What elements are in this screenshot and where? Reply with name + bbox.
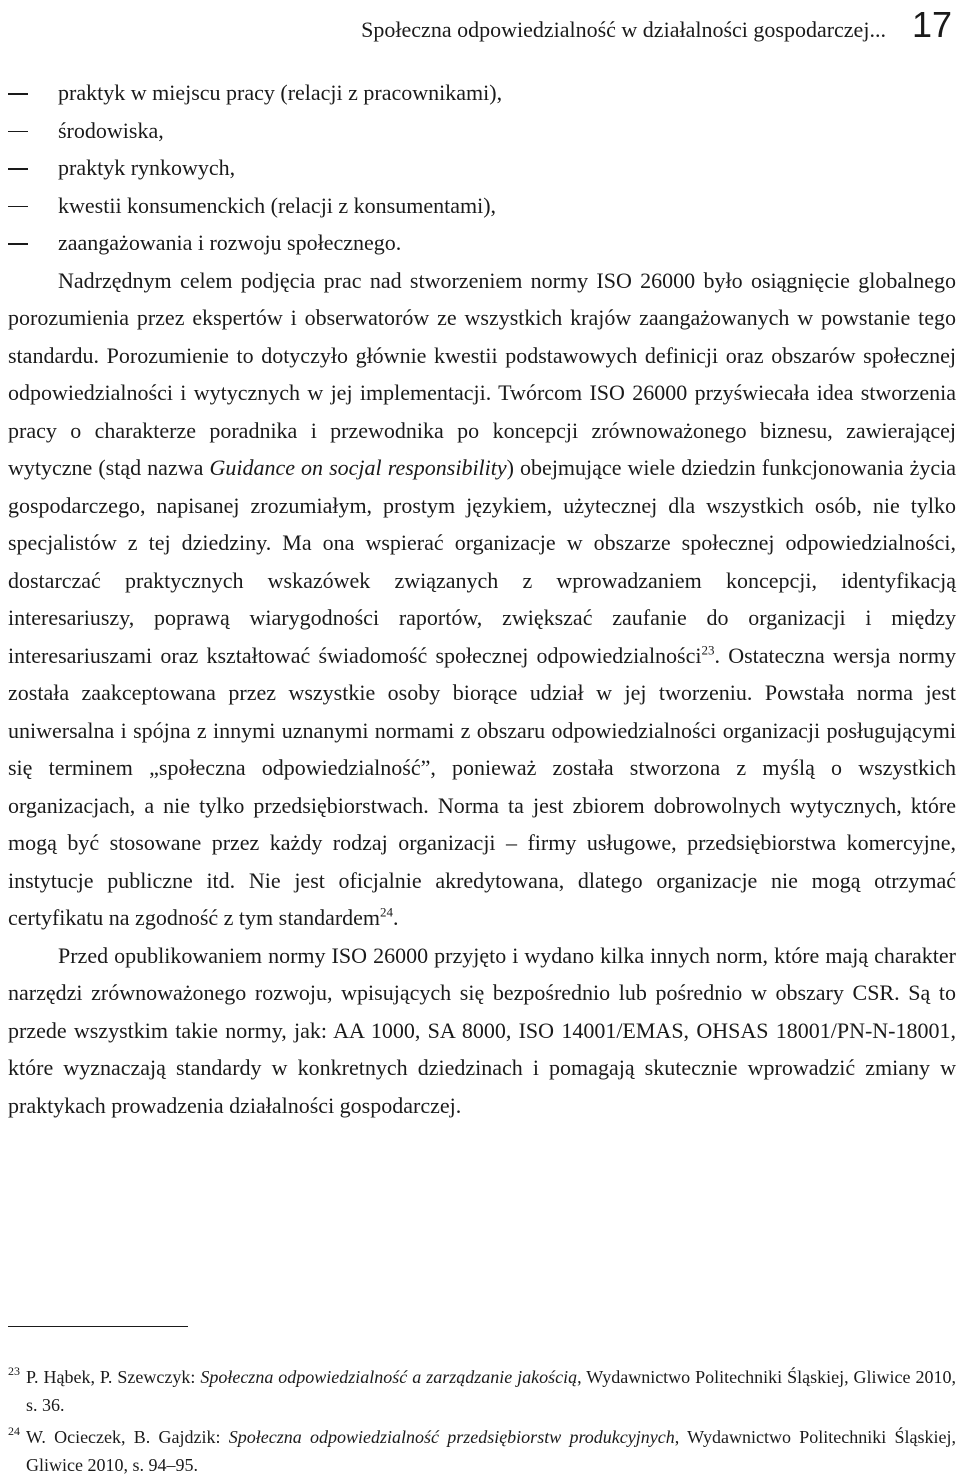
paragraph-other-norms: Przed opublikowaniem normy ISO 26000 przyjęto i wydano kilka innych norm, które mają charakter narzędzi zrównoważonego rozwoju, wpisujących się bezpośrednio lub pośrednio w obszary CSR. Są to przede wszystkim takie normy, jak: AA 1000, SA 8000, ISO 14001/EMAS, OHSAS 18001/PN-N-18001, które wyznaczają standardy w konkretnych dziedzinach i pomagają skutecznie wprowadzić zmiany w praktykach prowadzenia działalności gospodarczej. — [8, 942, 956, 1118]
page-header — [8, 4, 952, 46]
paragraph-iso-26000 — [8, 262, 956, 937]
dash-list — [8, 74, 956, 262]
running-title: Społeczna odpowiedzialność w działalności gospodarczej... — [361, 17, 886, 42]
footnote-number: 24 — [8, 1424, 20, 1438]
footnote-title: Społeczna odpowiedzialność a zarządzanie jakością — [200, 1367, 578, 1387]
footnotes — [8, 1363, 956, 1483]
footnote-ref-23[interactable]: 23 — [701, 642, 715, 658]
list-item: kwestii konsumenckich (relacji z konsumentami), — [8, 187, 956, 225]
list-item: praktyk rynkowych, — [8, 149, 956, 187]
list-item: zaangażowania i rozwoju społecznego. — [8, 224, 956, 262]
footnote-publisher: , Wydawnictwo Politechniki Śląskiej, Gliwice 2010, s. 36. — [26, 1367, 956, 1415]
footnote-23 — [8, 1363, 956, 1419]
main-content — [8, 74, 956, 1124]
footnote-number: 23 — [8, 1364, 20, 1378]
page-number: 17 — [911, 4, 952, 45]
paragraph-text: . — [393, 905, 399, 930]
footnote-authors: P. Hąbek, P. Szewczyk: — [26, 1367, 201, 1387]
footnote-title: Społeczna odpowiedzialność przedsiębiorstw produkcyjnych — [228, 1427, 675, 1447]
paragraph-text: Nadrzędnym celem podjęcia prac nad stworzeniem normy ISO 26000 było osiągnięcie globalnego porozumienia przez ekspertów i obserwatorów ze wszystkich krajów zaangażowanych w powstanie tego standardu. Porozumienie to dotyczyło głównie kwestii podstawowych definicji oraz obszarów społecznej odpowiedzialności i wytycznych w jej implementacji. Twórcom ISO 26000 przyświecała idea stworzenia pracy o charakterze poradnika i przewodnika po koncepcji zrównoważonego biznesu, zawierającej wytyczne (stąd nazwa — [8, 267, 956, 480]
paragraph-text: ) obejmujące wiele dziedzin funkcjonowania życia gospodarczego, napisanej zrozumiałym, prostym językiem, użytecznej dla wszystkich osób, nie tylko specjalistów z tej dziedziny. Ma ona wspierać organizacje w obszarze społecznej odpowiedzialności, dostarczać praktycznych wskazówek związanych z wprowadzaniem koncepcji, identyfikacją interesariuszy, poprawą wiarygodności raportów, zwiększać zaufanie do organizacji i między interesariuszami oraz kształtować świadomość społecznej odpowiedzialności — [8, 455, 956, 668]
list-item: środowiska, — [8, 112, 956, 150]
footnote-divider — [8, 1326, 188, 1327]
footnote-24 — [8, 1423, 956, 1479]
guidance-title: Guidance on socjal responsibility — [209, 455, 507, 480]
list-item: praktyk w miejscu pracy (relacji z pracownikami), — [8, 74, 956, 112]
paragraph-text: . Ostateczna wersja normy została zaakceptowana przez wszystkie osoby biorące udział w jej tworzeniu. Powstała norma jest uniwersalna i spójna z innymi uznanymi normami z obszaru odpowiedzialności organizacji posługującymi się terminem „społeczna odpowiedzialność”, ponieważ została stworzona z myślą o wszystkich organizacjach, a nie tylko przedsiębiorstwach. Norma ta jest zbiorem dobrowolnych wytycznych, które mogą być stosowane przez każdy rodzaj organizacji – firmy usługowe, przedsiębiorstwa komercyjne, instytucje publiczne itd. Nie jest oficjalnie akredytowana, dlatego organizacje nie mogą otrzymać certyfikatu na zgodność z tym standardem — [8, 642, 956, 930]
footnote-authors: W. Ocieczek, B. Gajdzik: — [26, 1427, 229, 1447]
footnote-ref-24[interactable]: 24 — [380, 904, 394, 920]
footnote-publisher: , Wydawnictwo Politechniki Śląskiej, Gliwice 2010, s. 94–95. — [26, 1427, 956, 1475]
